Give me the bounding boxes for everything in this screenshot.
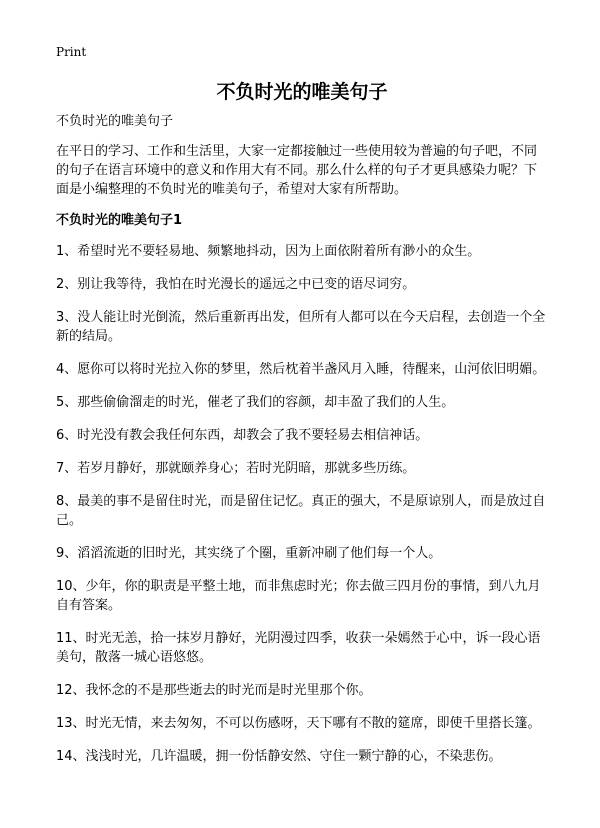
list-item: 4、愿你可以将时光拉入你的梦里，然后枕着半盏风月入睡，待醒来，山河依旧明媚。 (56, 362, 546, 377)
list-item: 13、时光无情，来去匆匆，不可以伤感呀，天下哪有不散的筵席，即使千里搭长篷。 (56, 716, 541, 731)
sentence-list (56, 242, 548, 766)
list-item: 12、我怀念的不是那些逝去的时光而是时光里那个你。 (56, 683, 372, 698)
list-item: 6、时光没有教会我任何东西，却教会了我不要轻易去相信神话。 (56, 428, 429, 443)
print-link[interactable]: Print (56, 45, 87, 59)
list-item: 14、浅浅时光，几许温暖，拥一份恬静安然、守住一颗宁静的心，不染悲伤。 (56, 749, 502, 764)
list-item: 5、那些偷偷溜走的时光，催老了我们的容颜，却丰盈了我们的人生。 (56, 395, 455, 410)
page-title: 不负时光的唯美句子 (216, 81, 388, 103)
list-item: 9、滔滔流逝的旧时光，其实绕了个圈，重新冲刷了他们每一个人。 (56, 546, 442, 561)
list-item: 11、时光无恙，拾一抹岁月静好，光阴漫过四季，收获一朵嫣然于心中，诉一段心语美句，散落一城心语悠悠。 (56, 631, 541, 665)
document-subtitle: 不负时光的唯美句子 (56, 114, 174, 129)
list-item: 8、最美的事不是留住时光，而是留住记忆。真正的强大，不是原谅别人，而是放过自己。 (56, 494, 546, 528)
list-item: 1、希望时光不要轻易地、频繁地抖动，因为上面依附着所有渺小的众生。 (56, 244, 481, 259)
list-item: 10、少年，你的职责是平整土地，而非焦虑时光；你去做三四月份的事情，到八九月自有答案。 (56, 579, 541, 613)
list-item: 7、若岁月静好，那就颐养身心；若时光阴暗，那就多些历练。 (56, 461, 416, 476)
intro-paragraph: 在平日的学习、工作和生活里，大家一定都接触过一些使用较为普遍的句子吧，不同的句子在语言环境中的意义和作用大有不同。那么什么样的句子才更具感染力呢？下面是小编整理的不负时光的唯美句子，希望对大家有所帮助。 (56, 144, 538, 197)
section-heading: 不负时光的唯美句子1 (56, 213, 183, 228)
list-item: 3、没人能让时光倒流，然后重新再出发，但所有人都可以在今天启程，去创造一个全新的结局。 (56, 310, 546, 344)
list-item: 2、别让我等待，我怕在时光漫长的遥远之中已变的语尽词穷。 (56, 277, 416, 292)
